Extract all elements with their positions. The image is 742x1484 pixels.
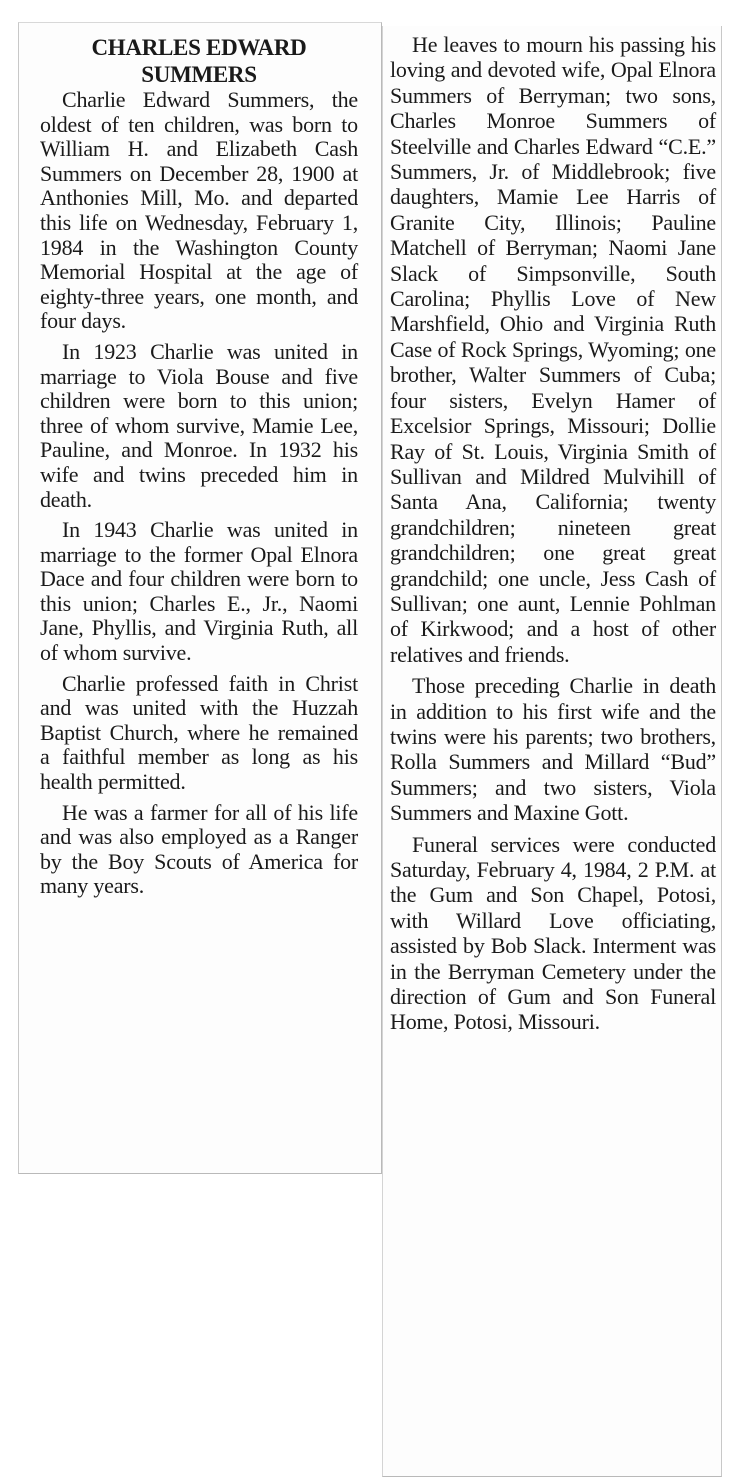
paragraph-survivors: He leaves to mourn his passing his loving and devoted wife, Opal Elnora Summers of Berryman; two sons, Charles Monroe Summers of Steelville and Charles Edward “C.E.” Summers, Jr. of Middlebrook; five daughters, Mamie Lee Harris of Granite City, Illinois; Pauline Matchell of Berryman; Naomi Jane Slack of Simpsonville, South Carolina; Phyllis Love of New Marshfield, Ohio and Virginia Ruth Case of Rock Springs, Wyoming; one brother, Walter Summers of Cuba; four sisters, Evelyn Hamer of Excelsior Springs, Missouri; Dollie Ray of St. Louis, Virginia Smith of Sullivan and Mildred Mulvihill of Santa Ana, California; twenty grandchildren; nineteen great grandchildren; one great great grandchild; one uncle, Jess Cash of Sullivan; one aunt, Lennie Pohlman of Kirkwood; and a host of other relatives and friends. bbox=[390, 32, 716, 667]
paragraph-funeral: Funeral services were conducted Saturday, February 4, 1984, 2 P.M. at the Gum and Son Chapel, Potosi, with Willard Love officiating, assisted by Bob Slack. Interment was in the Berryman Cemetery under the direction of Gum and Son Funeral Home, Potosi, Missouri. bbox=[390, 831, 716, 1035]
paragraph-occupation: He was a farmer for all of his life and was also employed as a Ranger by the Boy Scouts of America for many years. bbox=[40, 799, 358, 899]
heading-line-2: SUMMERS bbox=[141, 62, 257, 87]
paragraph-preceded: Those preceding Charlie in death in addition to his first wife and the twins were his parents; two brothers, Rolla Summers and Millard “Bud” Summers; and two sisters, Viola Summers and Maxine Gott. bbox=[390, 673, 716, 826]
paragraph-first-marriage: In 1923 Charlie was united in marriage to Viola Bouse and five children were born to this union; three of whom survive, Mamie Lee, Pauline, and Monroe. In 1932 his wife and twins preceded him in death. bbox=[40, 338, 358, 512]
paragraph-faith: Charlie professed faith in Christ and was united with the Huzzah Baptist Church, where he remained a faithful member as long as his health permitted. bbox=[40, 670, 358, 795]
obituary-left-column bbox=[40, 34, 358, 905]
obituary-right-column bbox=[390, 32, 716, 1041]
obituary-heading bbox=[40, 34, 358, 88]
paragraph-second-marriage: In 1943 Charlie was united in marriage to the former Opal Elnora Dace and four children were born to this union; Charles E., Jr., Naomi Jane, Phyllis, and Virginia Ruth, all of whom survive. bbox=[40, 517, 358, 666]
heading-line-1: CHARLES EDWARD bbox=[91, 35, 307, 60]
paragraph-birth: Charlie Edward Summers, the oldest of ten children, was born to William H. and Elizabeth Cash Summers on December 28, 1900 at Anthonies Mill, Mo. and departed this life on Wednesday, February 1, 1984 in the Washington County Memorial Hospital at the age of eighty-three years, one month, and four days. bbox=[40, 87, 358, 334]
